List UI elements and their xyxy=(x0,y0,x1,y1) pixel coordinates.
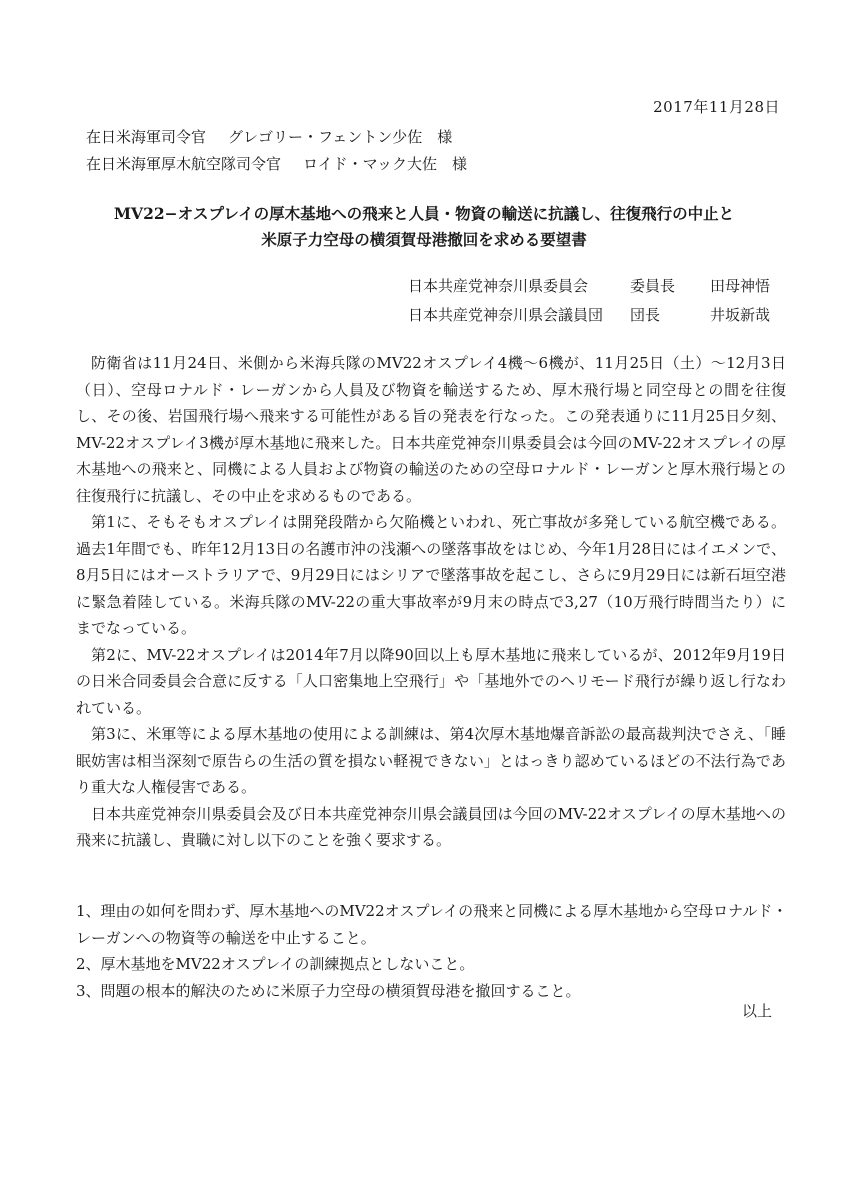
body-paragraph: 日本共産党神奈川県委員会及び日本共産党神奈川県会議員団は今回のMV-22オスプレイの厚木基地への飛来に抗議し、貴職に対し以下のことを強く要求する。 xyxy=(76,804,786,849)
addressee-line xyxy=(86,124,467,151)
demand-item: 1、理由の如何を問わず、厚木基地へのMV22オスプレイの飛来と同機による厚木基地から空母ロナルド・レーガンへの物資等の輸送を中止すること。 xyxy=(76,902,788,947)
body-paragraph: 防衛省は11月24日、米側から米海兵隊のMV22オスプレイ4機〜6機が、11月25日（土）〜12月3日（日）、空母ロナルド・レーガンから人員及び物資を輸送するため、厚木飛行場と同空母との間を往復し、その後、岩国飛行場へ飛来する可能性がある旨の発表を行なった。この発表通りに11月25日夕刻、MV-22オスプレイ3機が厚木基地に飛来した。日本共産党神奈川県委員会は今回のMV-22オスプレイの厚木基地への飛来と、同機による人員および物資の輸送のための空母ロナルド・レーガンと厚木飛行場との往復飛行に抗議し、その中止を求めるものである。 xyxy=(76,354,786,505)
addressee-name: ロイド・マック大佐 様 xyxy=(303,155,467,173)
addressee-org: 在日米海軍厚木航空隊司令官 xyxy=(86,155,282,173)
addressee-line xyxy=(86,151,467,178)
letter-date: 2017年11月28日 xyxy=(653,98,780,116)
sender-role: 委員長 xyxy=(630,277,676,295)
title-line-1: MV22−オスプレイの厚木基地への飛来と人員・物資の輸送に抗議し、往復飛行の中止と xyxy=(113,204,735,223)
addressee-org: 在日米海軍司令官 xyxy=(86,128,207,146)
sender-org: 日本共産党神奈川県委員会 xyxy=(408,277,589,295)
addressee-block xyxy=(86,124,467,178)
demand-item: 3、問題の根本的解決のために米原子力空母の横須賀母港を撤回すること。 xyxy=(76,981,581,1000)
sender-role: 団長 xyxy=(630,306,661,324)
addressee-name: グレゴリー・フェントン少佐 様 xyxy=(228,128,453,146)
sender-name: 井坂新哉 xyxy=(710,306,771,324)
sender-name: 田母神悟 xyxy=(710,277,771,295)
title-line-2: 米原子力空母の横須賀母港撤回を求める要望書 xyxy=(261,230,587,249)
sender-block xyxy=(408,272,774,330)
sender-org: 日本共産党神奈川県会議員団 xyxy=(408,306,604,324)
sender-line xyxy=(408,272,774,301)
body-paragraph: 第2に、MV-22オスプレイは2014年7月以降90回以上も厚木基地に飛来しているが、2012年9月19日の日米合同委員会合意に反する「人口密集地上空飛行」や「基地外でのヘリモード飛行が繰り返し行なわれている。 xyxy=(76,645,786,717)
demand-item: 2、厚木基地をMV22オスプレイの訓練拠点としないこと。 xyxy=(76,955,475,973)
sender-line xyxy=(408,301,774,330)
letter-body xyxy=(76,350,786,854)
demands-list xyxy=(76,898,788,1004)
body-paragraph: 第1に、そもそもオスプレイは開発段階から欠陥機といわれ、死亡事故が多発している航空機である。過去1年間でも、昨年12月13日の名護市沖の浅瀬への墜落事故をはじめ、今年1月28日にはイエメンで、8月5日にはオーストラリアで、9月29日にはシリアで墜落事故を起こし、さらに9月29日には新石垣空港に緊急着陸している。米海兵隊のMV-22の重大事故率が9月末の時点で3,27（10万飛行時間当たり）にまでなっている。 xyxy=(76,513,786,637)
document-title xyxy=(60,201,788,253)
body-paragraph: 第3に、米軍等による厚木基地の使用による訓練は、第4次厚木基地爆音訴訟の最高裁判決でさえ、「睡眠妨害は相当深刻で原告らの生活の質を損ない軽視できない」とはっきり認めているほどの不法行為であり重大な人権侵害である。 xyxy=(76,725,786,796)
closing-mark: 以上 xyxy=(741,1002,772,1020)
